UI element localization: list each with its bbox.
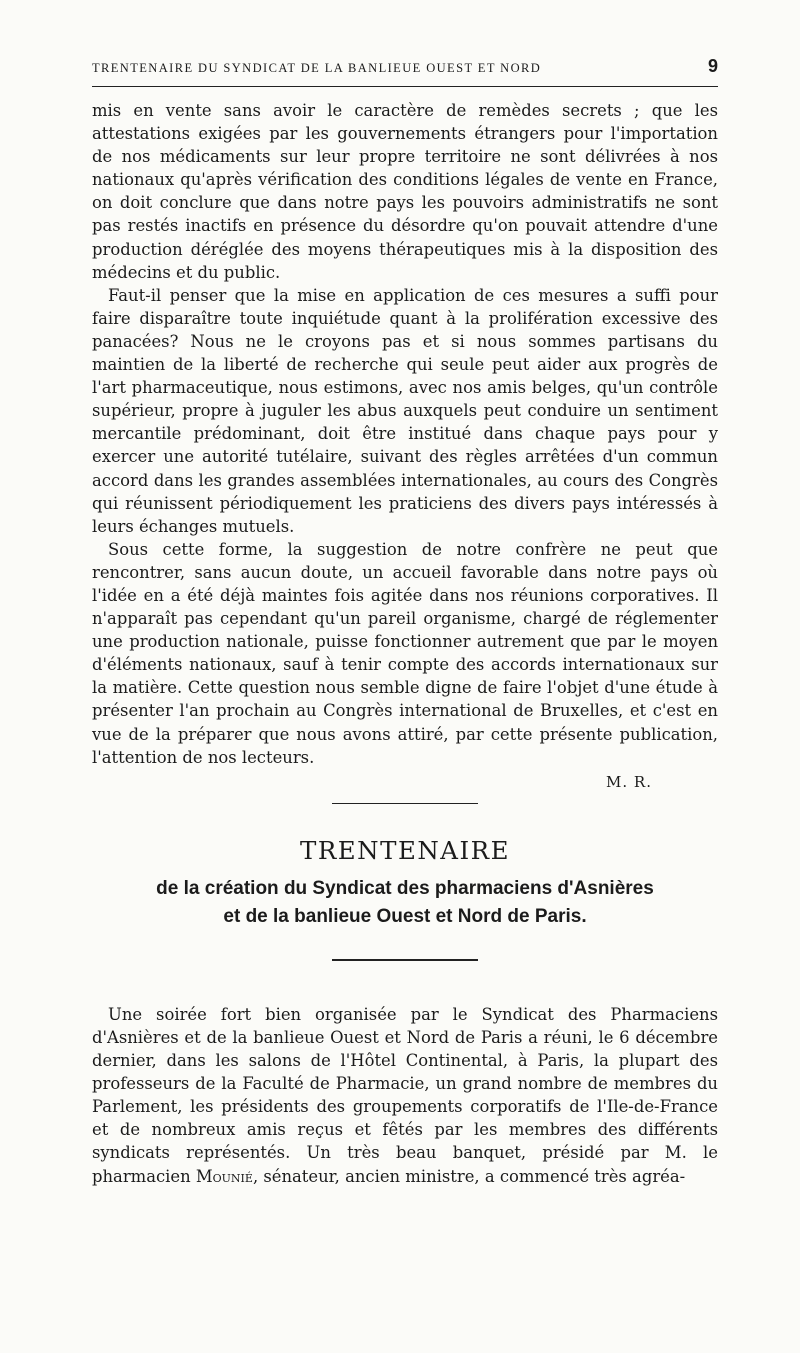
editorial-paragraph-1: mis en vente sans avoir le caractère de remèdes secrets ; que les attestations exigées par les gouvernements étrangers pour l'importation de nos médicaments sur leur propre territoire ne sont délivrées à nos nationaux qu'après vérification des conditions légales de vente en France, on doit conclure que dans notre pays les pouvoirs administratifs ne sont pas restés inactifs en présence du désordre qu'on pouvait attendre d'une production déréglée des moyens thérapeutiques mis à la disposition des médecins et du public. — [92, 101, 718, 282]
article-text-end: , sénateur, ancien ministre, a commencé très agréa- — [252, 1166, 686, 1186]
running-title: TRENTENAIRE DU SYNDICAT DE LA BANLIEUE OUEST ET NORD — [92, 61, 542, 75]
subtitle-line-2: et de la banlieue Ouest et Nord de Paris. — [223, 906, 587, 928]
section-divider — [332, 803, 478, 805]
article-text-start: Une soirée fort bien organisée par le Syndicat des Pharmaciens d'Asnières et de la banlieue Ouest et Nord de Paris a réuni, le 6 décembre dernier, dans les salons de l'Hôtel Continental, à Paris, la plupart des professeurs de la Faculté de Pharmacie, un grand nombre de membres du Parlement, les présidents des groupements corporatifs de l'Ile-de-France et de nombreux amis reçus et fêtés par les membres des différents syndicats représentés. Un très beau banquet, présidé par M. le pharmacien — [92, 1004, 718, 1186]
editorial-paragraph-2: Faut-il penser que la mise en application de ces mesures a suffi pour faire disparaître toute inquiétude quant à la prolifération excessive des panacées? Nous ne le croyons pas et si nous sommes partisans du maintien de la liberté de recherche qui seule peut aider aux progrès de l'art pharmaceutique, nous estimons, avec nos amis belges, qu'un contrôle supérieur, propre à juguler les abus auxquels peut conduire un sentiment mercantile prédominant, doit être institué dans chaque pays pour y exercer une autorité tutélaire, suivant des règles arrêtées d'un commun accord dans les grandes assemblées internationales, au cours des Congrès qui réunissent périodiquement les praticiens des divers pays intéressés à leurs échanges mutuels. — [92, 285, 718, 536]
article-subtitle — [92, 875, 718, 931]
article-title: TRENTENAIRE — [300, 836, 510, 866]
author-signature: M. R. — [606, 772, 652, 791]
subtitle-line-1: de la création du Syndicat des pharmaciens d'Asnières — [156, 878, 654, 900]
page-number: 9 — [707, 56, 718, 76]
title-divider — [332, 959, 478, 961]
article-paragraph — [92, 1003, 718, 1188]
person-name: Mounié — [195, 1166, 253, 1186]
editorial-paragraph-3: Sous cette forme, la suggestion de notre confrère ne peut que rencontrer, sans aucun doute, un accueil favorable dans notre pays où l'idée en a été déjà maintes fois agitée dans nos réunions corporatives. Il n'apparaît pas cependant qu'un pareil organisme, chargé de réglementer une production nationale, puisse fonctionner autrement que par le moyen d'éléments nationaux, sauf à tenir compte des accords internationaux sur la matière. Cette question nous semble digne de faire l'objet d'une étude à présenter l'an prochain au Congrès international de Bruxelles, et c'est en vue de la préparer que nous avons attiré, par cette présente publication, l'attention de nos lecteurs. — [92, 539, 718, 767]
article-section — [92, 1003, 718, 1188]
document-page — [92, 56, 718, 1188]
editorial-section — [92, 99, 718, 791]
running-header — [92, 56, 718, 87]
